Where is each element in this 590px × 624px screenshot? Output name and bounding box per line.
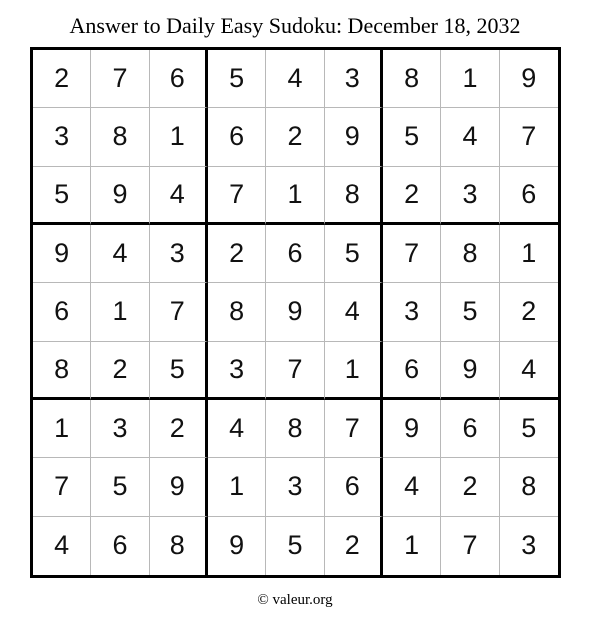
sudoku-cell: 4 [441, 108, 499, 166]
sudoku-cell: 2 [441, 458, 499, 516]
sudoku-cell: 7 [325, 400, 383, 458]
sudoku-cell: 7 [150, 283, 208, 341]
sudoku-cell: 3 [521, 530, 537, 561]
sudoku-cell: 4 [383, 458, 441, 516]
sudoku-cell: 1 [150, 108, 208, 166]
sudoku-cell: 2 [33, 50, 91, 108]
sudoku-cell: 5 [266, 517, 324, 575]
page-title: Answer to Daily Easy Sudoku: December 18, 2032 [69, 13, 521, 38]
sudoku-cell: 2 [266, 108, 324, 166]
sudoku-cell: 4 [266, 50, 324, 108]
sudoku-cell: 6 [500, 167, 558, 225]
sudoku-cell: 5 [383, 108, 441, 166]
sudoku-cell: 7 [441, 517, 499, 575]
sudoku-cell: 9 [325, 108, 383, 166]
sudoku-cell: 3 [91, 400, 149, 458]
sudoku-cell: 5 [33, 167, 91, 225]
sudoku-cell: 7 [33, 458, 91, 516]
sudoku-cell: 6 [266, 225, 324, 283]
sudoku-cell: 9 [266, 283, 324, 341]
sudoku-cell: 1 [91, 283, 149, 341]
sudoku-cell: 9 [91, 167, 149, 225]
sudoku-cell: 1 [208, 458, 266, 516]
sudoku-cell: 6 [325, 458, 383, 516]
sudoku-cell: 3 [33, 108, 91, 166]
sudoku-cell: 1 [441, 50, 499, 108]
sudoku-cell: 4 [500, 342, 558, 400]
sudoku-board [30, 47, 561, 578]
sudoku-cell: 3 [208, 342, 266, 400]
sudoku-cell: 4 [325, 283, 383, 341]
sudoku-cell: 8 [441, 225, 499, 283]
sudoku-cell: 3 [441, 167, 499, 225]
sudoku-cell: 7 [208, 167, 266, 225]
sudoku-cell: 5 [150, 342, 208, 400]
sudoku-cell: 4 [208, 400, 266, 458]
sudoku-cell: 5 [91, 458, 149, 516]
sudoku-cell: 6 [150, 50, 208, 108]
sudoku-cell: 6 [91, 517, 149, 575]
sudoku-cell: 8 [208, 283, 266, 341]
sudoku-cell: 5 [441, 283, 499, 341]
sudoku-cell: 5 [325, 225, 383, 283]
sudoku-cell: 8 [91, 108, 149, 166]
sudoku-cell: 2 [150, 400, 208, 458]
sudoku-cell: 2 [91, 342, 149, 400]
sudoku-cell: 3 [150, 225, 208, 283]
sudoku-cell: 8 [266, 400, 324, 458]
sudoku-cell: 9 [150, 458, 208, 516]
sudoku-cell: 9 [383, 400, 441, 458]
sudoku-cell: 7 [500, 108, 558, 166]
sudoku-cell: 7 [266, 342, 324, 400]
sudoku-cell: 6 [33, 283, 91, 341]
sudoku-cell: 8 [383, 50, 441, 108]
sudoku-cell: 4 [33, 517, 91, 575]
sudoku-cell: 6 [208, 108, 266, 166]
sudoku-cell: 2 [500, 283, 558, 341]
sudoku-cell: 5 [208, 50, 266, 108]
sudoku-cell: 2 [208, 225, 266, 283]
sudoku-cell: 8 [33, 342, 91, 400]
sudoku-cell: 8 [500, 458, 558, 516]
sudoku-cell: 7 [91, 50, 149, 108]
copyright-footer: © valeur.org [257, 592, 333, 608]
sudoku-cell: 2 [325, 517, 383, 575]
sudoku-cell: 1 [266, 167, 324, 225]
sudoku-cell: 8 [150, 517, 208, 575]
sudoku-cell: 3 [325, 50, 383, 108]
sudoku-cell: 9 [441, 342, 499, 400]
sudoku-cell: 1 [325, 342, 383, 400]
sudoku-cell: 9 [33, 225, 91, 283]
sudoku-cell: 1 [383, 517, 441, 575]
sudoku-cell: 9 [500, 50, 558, 108]
sudoku-cell: 3 [266, 458, 324, 516]
sudoku-cell: 1 [33, 400, 91, 458]
sudoku-cell: 3 [383, 283, 441, 341]
sudoku-cell: 6 [383, 342, 441, 400]
sudoku-cell: 2 [383, 167, 441, 225]
sudoku-cell: 5 [500, 400, 558, 458]
sudoku-cell: 1 [500, 225, 558, 283]
sudoku-cell: 7 [383, 225, 441, 283]
sudoku-cell: 9 [208, 517, 266, 575]
sudoku-cell: 4 [150, 167, 208, 225]
sudoku-cell: 6 [441, 400, 499, 458]
sudoku-cell: 8 [325, 167, 383, 225]
sudoku-cell: 4 [91, 225, 149, 283]
